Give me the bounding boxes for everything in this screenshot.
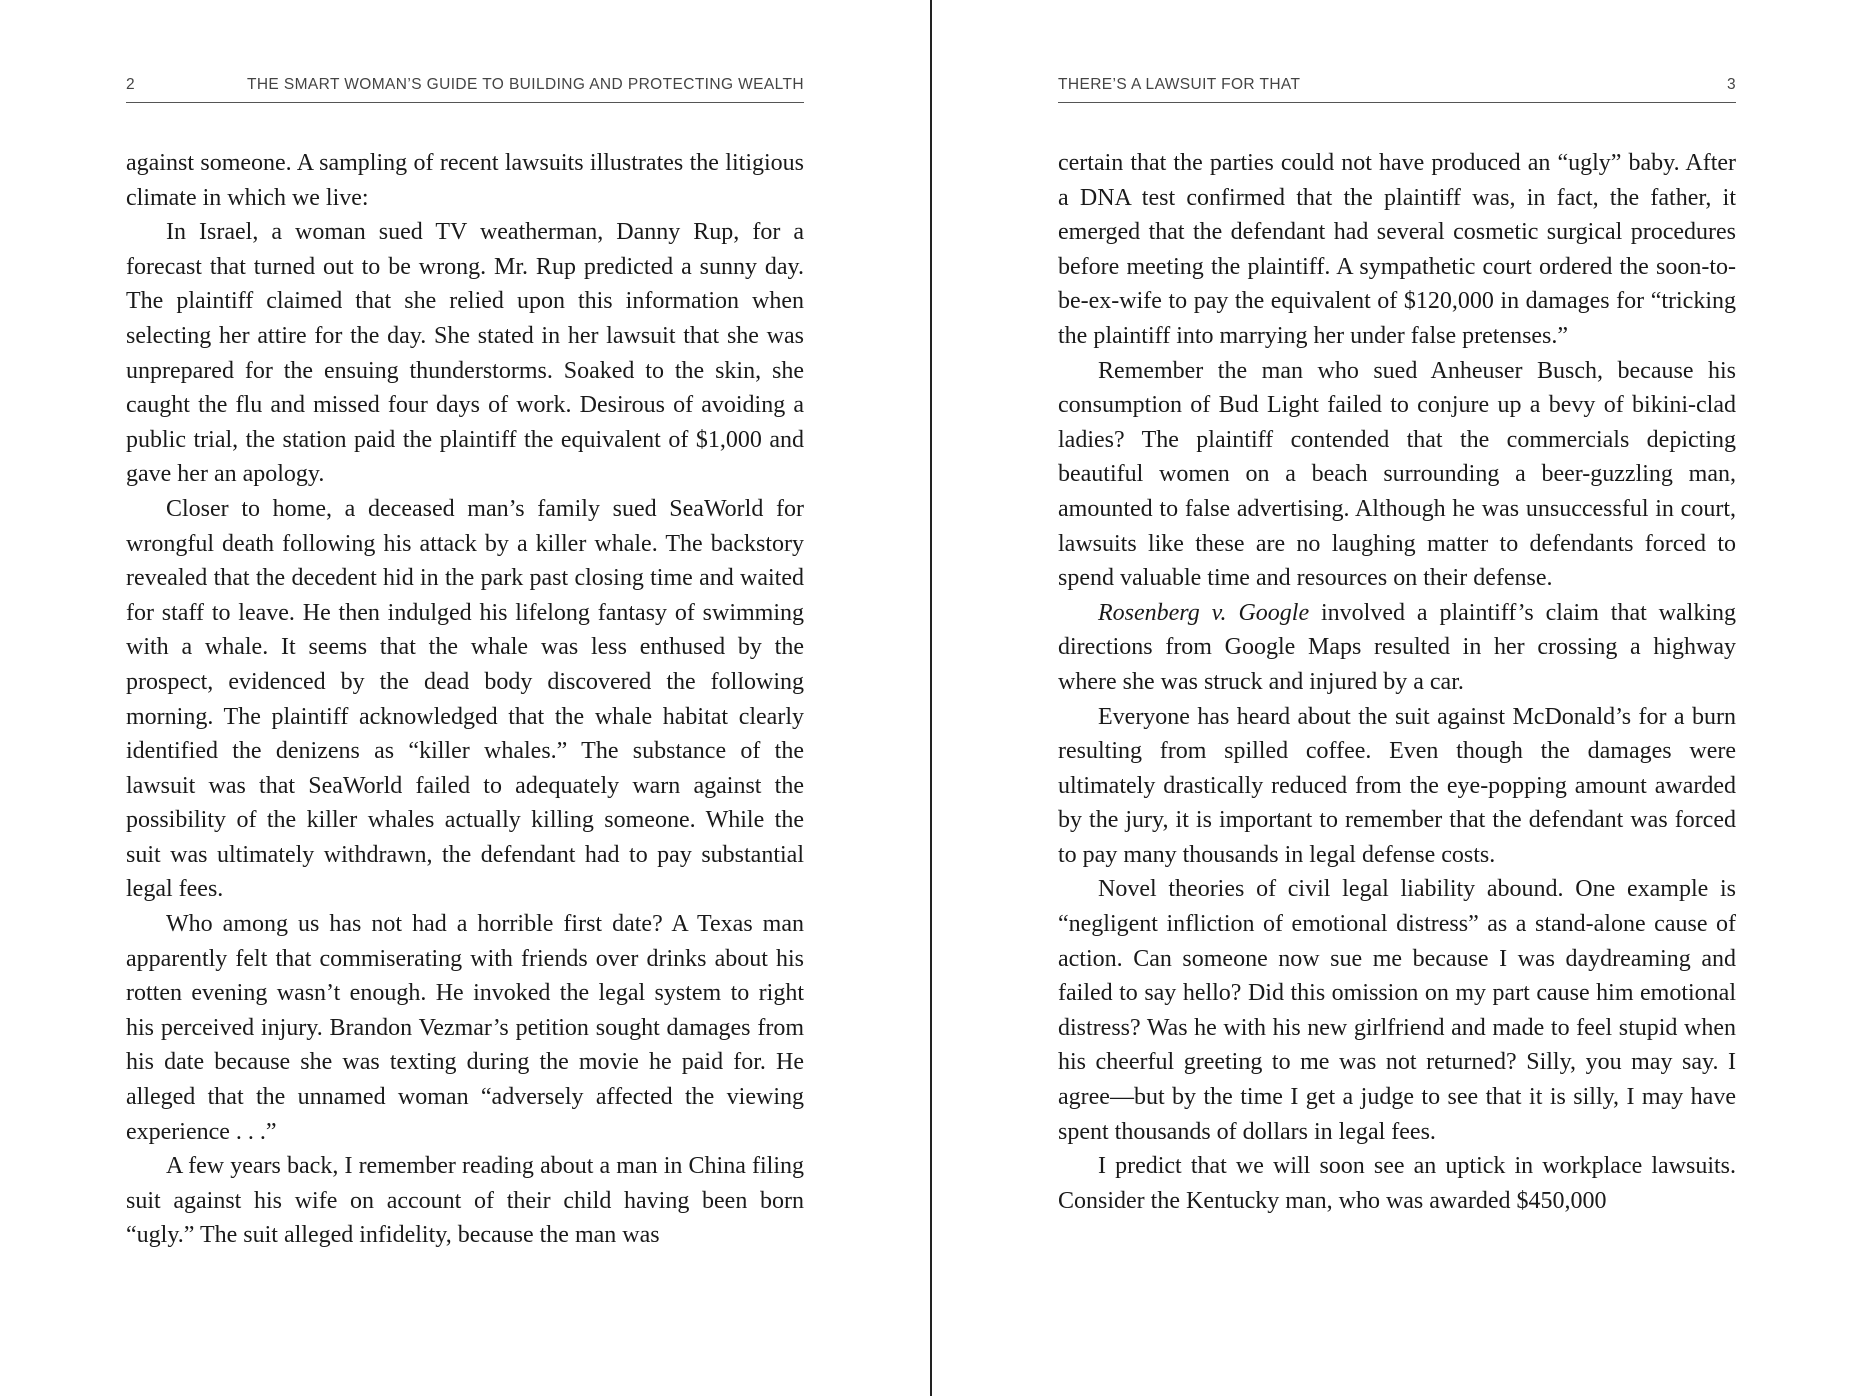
paragraph: Who among us has not had a horrible first date? A Texas man apparently felt that commiserating with friends over drinks about his rotten evening wasn’t enough. He invoked the legal system to right his perceived injury. Brandon Vezmar’s petition sought damages from his date because she was texting during the movie he paid for. He alleged that the unnamed woman “adversely affected the viewing experience . . .” — [126, 911, 804, 1145]
body-text-right — [1058, 146, 1736, 1218]
left-page — [0, 0, 930, 1396]
page-number: 2 — [126, 76, 136, 93]
chapter-title-header: THERE’S A LAWSUIT FOR THAT — [1058, 76, 1301, 93]
paragraph: Everyone has heard about the suit against McDonald’s for a burn resulting from spilled coffee. Even though the damages were ultimately drastically reduced from the eye-popping amount awarded by the jury, it is important to remember that the defendant was forced to pay many thousands in legal defense costs. — [1058, 703, 1736, 868]
paragraph: Closer to home, a deceased man’s family sued SeaWorld for wrongful death following his attack by a killer whale. The backstory revealed that the decedent hid in the park past closing time and waited for staff to leave. He then indulged his lifelong fantasy of swimming with a whale. It seems that the whale was less enthused by the prospect, evidenced by the dead body discovered the following morning. The plaintiff acknowledged that the whale habitat clearly identified the denizens as “killer whales.” The substance of the lawsuit was that SeaWorld failed to adequately warn against the possibility of the killer whales actually killing someone. While the suit was ultimately withdrawn, the defendant had to pay substantial legal fees. — [126, 495, 804, 903]
book-title-header: THE SMART WOMAN’S GUIDE TO BUILDING AND PROTECTING WEALTH — [246, 76, 804, 93]
page-number: 3 — [1726, 76, 1736, 93]
paragraph — [1058, 596, 1736, 700]
paragraph: Remember the man who sued Anheuser Busch, because his consumption of Bud Light failed to conjure up a bevy of bikini-clad ladies? The plaintiff contended that the commercials depicting beautiful women on a beach surrounding a beer-guzzling man, amounted to false advertising. Although he was unsuccessful in court, lawsuits like these are no laughing matter to defendants forced to spend valuable time and resources on their defense. — [1058, 357, 1736, 592]
paragraph-text: involved a plaintiff’s claim that walking directions from Google Maps resulted in her crossing a highway where she was struck and injured by a car. — [1058, 599, 1736, 695]
paragraph: Novel theories of civil legal liability abound. One example is “negligent infliction of emotional distress” as a stand-alone cause of action. Can someone now sue me because I was daydreaming and failed to say hello? Did this omission on my part cause him emotional distress? Was he with his new girlfriend and made to feel stupid when his cheerful greeting to me was not returned? Silly, you may say. I agree—but by the time I get a judge to see that it is silly, I may have spent thousands of dollars in legal fees. — [1058, 876, 1736, 1145]
paragraph: certain that the parties could not have produced an “ugly” baby. After a DNA test confirmed that the plaintiff was, in fact, the father, it emerged that the defendant had several cosmetic surgical procedures before meeting the plaintiff. A sympathetic court ordered the soon-to-be-ex-wife to pay the equivalent of $120,000 in damages for “tricking the plaintiff into marrying her under false pretenses.” — [1058, 150, 1736, 349]
running-head-left — [126, 76, 804, 103]
right-page — [932, 0, 1862, 1396]
paragraph: In Israel, a woman sued TV weatherman, Danny Rup, for a forecast that turned out to be wrong. Mr. Rup predicted a sunny day. The plaintiff claimed that she relied upon this information when selecting her attire for the day. She stated in her lawsuit that she was unprepared for the ensuing thunderstorms. Soaked to the skin, she caught the flu and missed four days of work. Desirous of avoiding a public trial, the station paid the plaintiff the equivalent of $1,000 and gave her an apology. — [126, 219, 804, 488]
running-head-right — [1058, 76, 1736, 103]
paragraph: I predict that we will soon see an uptick in workplace lawsuits. Consider the Kentucky man, who was awarded $450,000 — [1058, 1153, 1736, 1214]
case-name: Rosenberg v. Google — [1098, 599, 1310, 626]
paragraph: against someone. A sampling of recent lawsuits illustrates the litigious climate in which we live: — [126, 150, 804, 211]
body-text-left — [126, 146, 804, 1253]
paragraph: A few years back, I remember reading about a man in China filing suit against his wife on account of their child having been born “ugly.” The suit alleged infidelity, because the man was — [126, 1153, 804, 1249]
